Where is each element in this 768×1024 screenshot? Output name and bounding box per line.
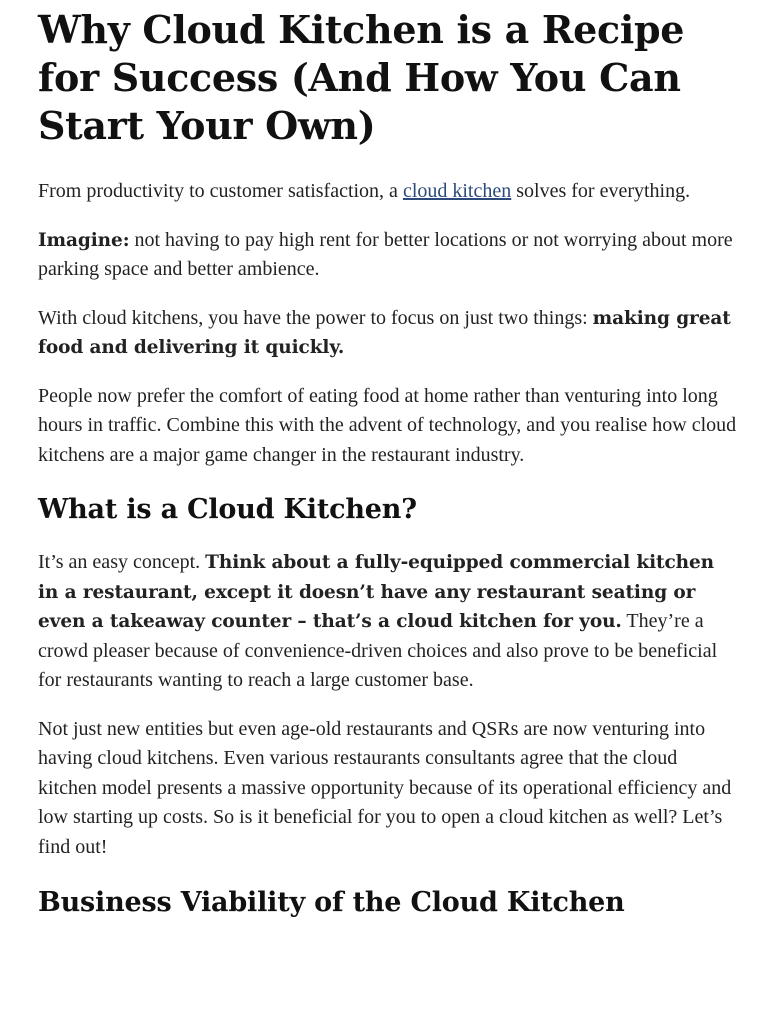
- article-title: Why Cloud Kitchen is a Recipe for Success (And How You Can Start Your Own): [38, 7, 685, 148]
- intro-text-before: From productivity to customer satisfaction, a: [38, 180, 403, 202]
- people-paragraph: People now prefer the comfort of eating food at home rather than venturing into long hours in traffic. Combine this with the advent of technology, and you realise how cloud kitchens are a major game changer in the restaurant industry.: [38, 384, 737, 466]
- concept-paragraph: [38, 548, 738, 696]
- section-heading-business-viability: Business Viability of the Cloud Kitchen: [38, 887, 625, 918]
- focus-paragraph: [38, 304, 738, 363]
- cloud-kitchen-link[interactable]: cloud kitchen: [402, 180, 512, 202]
- entities-paragraph: Not just new entities but even age-old restaurants and QSRs are now venturing into having cloud kitchens. Even various restaurants consultants agree that the cloud kitchen model presents a massive opportunity because of its operational efficiency and low starting up costs. So is it beneficial for you to open a cloud kitchen as well? Let’s find out!: [38, 717, 732, 858]
- focus-text: With cloud kitchens, you have the power to focus on just two things:: [38, 306, 593, 329]
- imagine-text: not having to pay high rent for better locations or not worrying about more parking space and better ambience.: [38, 228, 733, 280]
- intro-paragraph: [38, 177, 738, 207]
- concept-rest: They’re a crowd pleaser because of convenience-driven choices and also prove to be beneficial for restaurants wanting to reach a large customer base.: [38, 610, 718, 691]
- imagine-bold: Imagine:: [38, 229, 130, 251]
- article: [38, 0, 738, 921]
- section-heading-what-is: What is a Cloud Kitchen?: [38, 494, 417, 525]
- focus-bold: making great food and delivering it quickly.: [38, 307, 731, 358]
- intro-text-after: solves for everything.: [511, 180, 691, 202]
- concept-bold: Think about a fully-equipped commercial kitchen in a restaurant, except it doesn’t have any restaurant seating or even a takeaway counter – that’s a cloud kitchen for you.: [38, 552, 714, 632]
- concept-intro: It’s an easy concept.: [38, 551, 206, 573]
- imagine-paragraph: [38, 226, 738, 285]
